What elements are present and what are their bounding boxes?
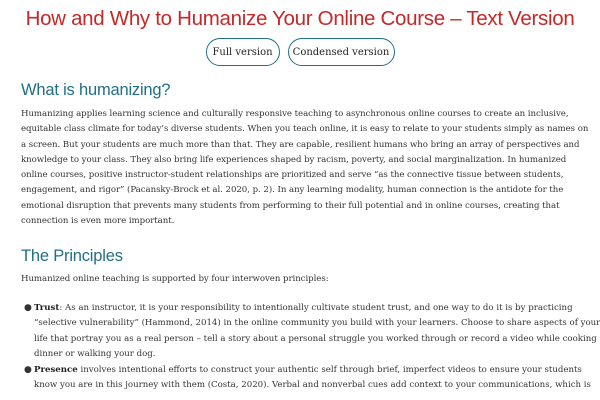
principle-text: : As an instructor, it is your responsibility to intentionally cultivate student trust, and one way to do it is by practicing “selective vulnerability” (Hammond, 2014) in the online community you build with your learners. Choose to share aspects of your life that portray you as a real person – tell a story about a personal struggle you worked through or record a video while cooking dinner or walking your dog.	[34, 303, 600, 359]
principle-text: involves intentional efforts to construct your authentic self through brief, imperfect videos to ensure your students know you are in this journey with them (Costa, 2020). Verbal and nonverbal cues add context to your communications, which is	[34, 365, 591, 391]
bullet-icon: ●	[24, 303, 32, 313]
principles-list	[21, 301, 600, 395]
principle-term: Presence	[34, 365, 78, 376]
condensed-version-button[interactable]: Condensed version	[288, 38, 395, 66]
what-is-humanizing-paragraph: Humanizing applies learning science and culturally responsive teaching to asynchronous online courses to create an inclusive, equitable class climate for today’s diverse students. When you teach online, it is easy to relate to your students simply as names on a screen. But your students are much more than that. They are capable, resilient humans who bring an array of perspectives and knowledge to your class. They also bring life experiences shaped by racism, poverty, and social marginalization. In humanized online courses, positive instructor-student relationships are prioritized and serve “as the connective tissue between students, engagement, and rigor” (Pacansky-Brock et al. 2020, p. 2). In any learning modality, human connection is the antidote for the emotional disruption that prevents many students from performing to their full potential and in online courses, creating that connection is even more important.	[21, 109, 589, 227]
page-title: How and Why to Humanize Your Online Course – Text Version	[25, 7, 575, 30]
principles-intro: Humanized online teaching is supported by four interwoven principles:	[21, 274, 329, 284]
principle-presence	[24, 363, 600, 394]
principle-trust	[24, 301, 600, 362]
bullet-icon: ●	[24, 365, 32, 376]
section-heading-what-is-humanizing: What is humanizing?	[21, 81, 171, 99]
version-toggle	[0, 38, 600, 66]
principle-term: Trust	[34, 303, 60, 313]
section-heading-principles: The Principles	[21, 247, 123, 265]
full-version-button[interactable]: Full version	[206, 38, 280, 66]
